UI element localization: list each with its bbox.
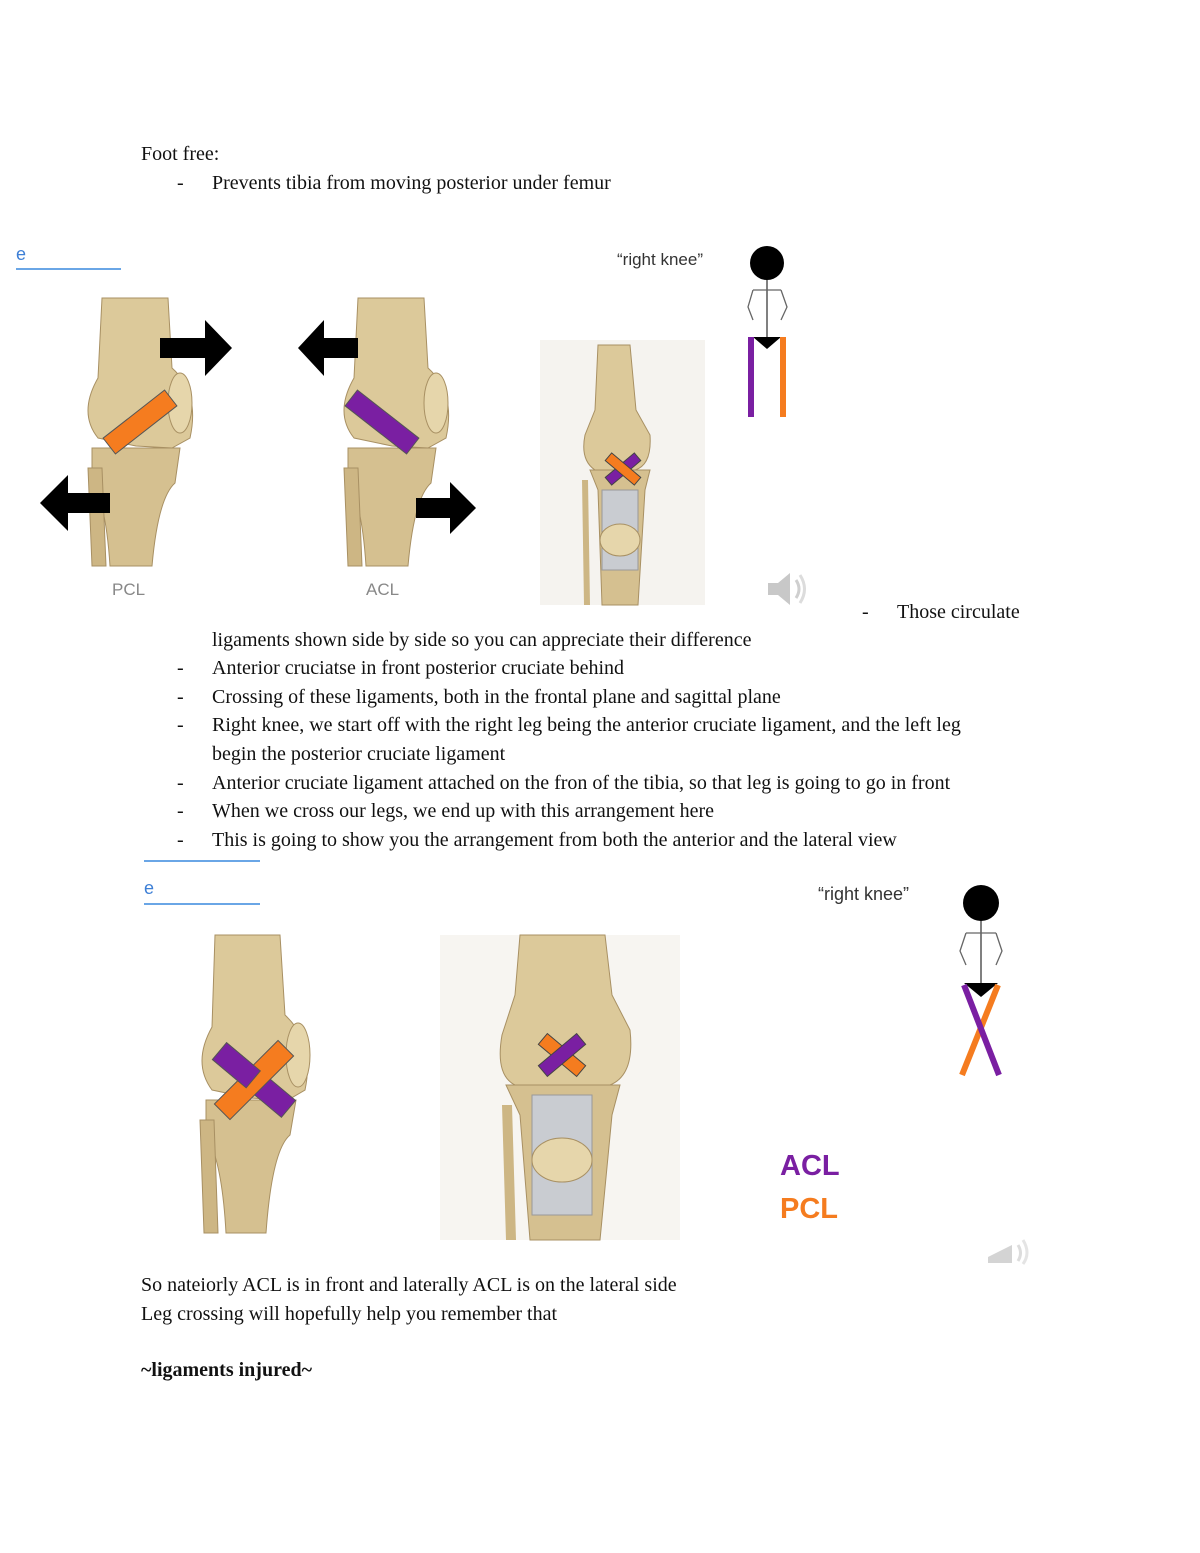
right-knee-label: “right knee” <box>617 250 703 269</box>
closing-line-1: So nateiorly ACL is in front and laterally ACL is on the lateral side <box>141 1274 677 1296</box>
legend-acl: ACL <box>780 1150 840 1182</box>
knee-anterior-large-image <box>440 935 680 1240</box>
speaker-icon[interactable] <box>986 1237 1034 1265</box>
legend-pcl: PCL <box>780 1193 838 1225</box>
bullet-text: Crossing of these ligaments, both in the frontal plane and sagittal plane <box>212 686 781 708</box>
right-knee-label: “right knee” <box>818 884 910 904</box>
hyperlink-underline <box>16 268 121 270</box>
bullet-text: This is going to show you the arrangement from both the anterior and the lateral view <box>212 829 897 851</box>
bullet-dash: - <box>177 714 184 736</box>
bullet-dash: - <box>177 800 184 822</box>
closing-line-2: Leg crossing will hopefully help you remember that <box>141 1303 558 1325</box>
bullet-text: When we cross our legs, we end up with this arrangement here <box>212 800 715 822</box>
knee-anterior-small-image <box>540 340 705 605</box>
arrow-left-icon <box>298 320 358 376</box>
bullet-dash: - <box>862 601 869 623</box>
section-heading-ligaments-injured: ~ligaments injured~ <box>141 1359 312 1381</box>
caption-pcl: PCL <box>112 580 146 599</box>
bullet-text: Prevents tibia from moving posterior under femur <box>212 172 611 194</box>
stick-figure-uncrossed <box>740 245 800 425</box>
bullet-text-continuation: ligaments shown side by side so you can appreciate their difference <box>212 629 752 651</box>
bullet-dash: - <box>177 172 184 194</box>
knee-lateral-crossed-image <box>160 935 340 1235</box>
caption-acl: ACL <box>366 580 400 599</box>
knee-lateral-pcl-image <box>40 298 240 568</box>
bullet-dash: - <box>177 829 184 851</box>
bullet-dash: - <box>177 686 184 708</box>
bullet-dash: - <box>177 657 184 679</box>
section-heading-foot-free: Foot free: <box>141 143 220 165</box>
speaker-icon[interactable] <box>766 570 810 608</box>
bullet-dash: - <box>177 772 184 794</box>
stick-figure-crossed <box>952 883 1014 1083</box>
bullet-text-continuation: begin the posterior cruciate ligament <box>212 743 506 765</box>
hyperlink-fragment[interactable]: e <box>144 878 155 898</box>
hyperlink-underline <box>144 903 260 905</box>
bullet-text: Right knee, we start off with the right leg being the anterior cruciate ligament, and the left leg <box>212 714 961 736</box>
hyperlink-fragment[interactable]: e <box>16 244 27 264</box>
hyperlink-top-line <box>144 860 260 862</box>
bullet-text: Anterior cruciate ligament attached on the fron of the tibia, so that leg is going to go in front <box>212 772 951 794</box>
knee-lateral-acl-image <box>296 298 496 568</box>
bullet-text: Those circulate <box>897 601 1020 623</box>
bullet-text: Anterior cruciatse in front posterior cruciate behind <box>212 657 625 679</box>
